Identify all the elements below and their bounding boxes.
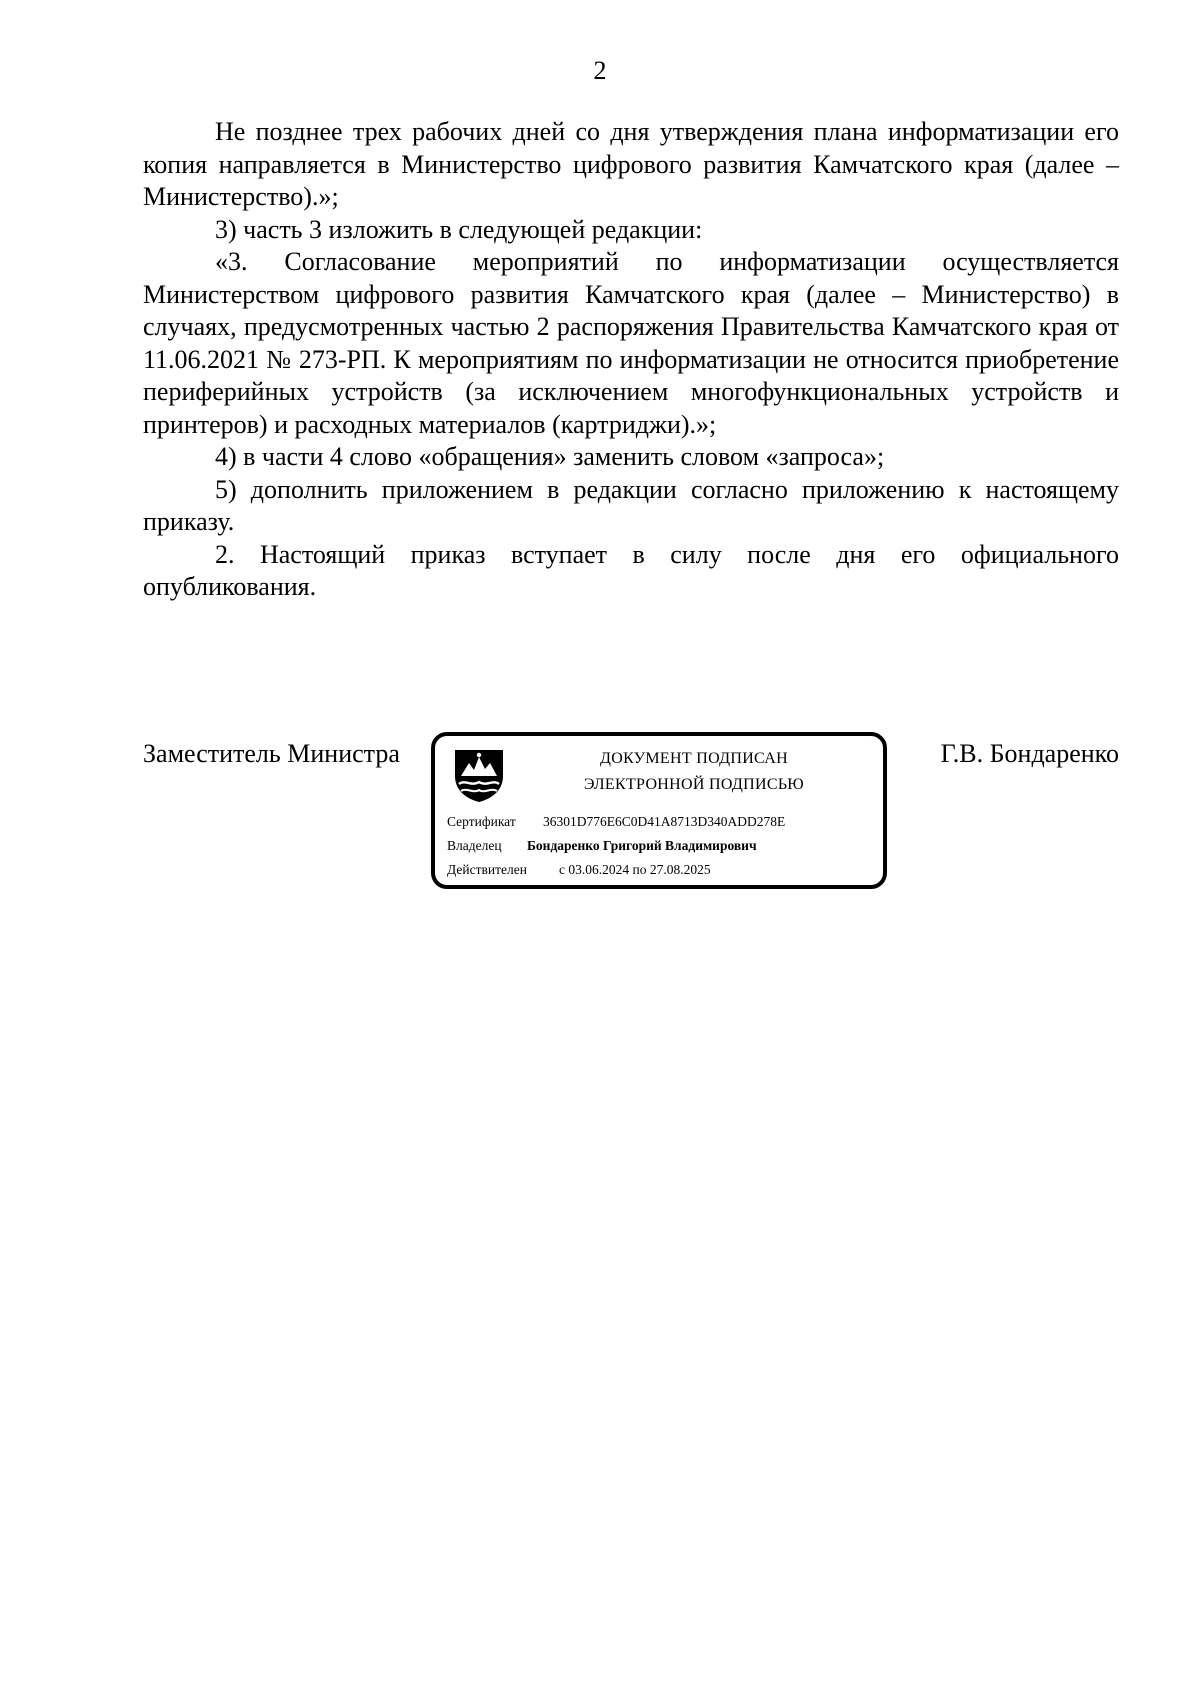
stamp-certificate-label: Сертификат (447, 814, 516, 829)
stamp-title-line: ДОКУМЕНТ ПОДПИСАН (600, 750, 788, 767)
paragraph: «3. Согласование мероприятий по информатизации осуществляется Министерством цифрового развития Камчатского края (далее – Министерство) в случаях, предусмотренных частью 2 распоряжения Правительства Камчатского края от 11.06.2021 № 273-РП. К мероприятиям по информатизации не относится приобретение периферийных устройств (за исключением многофункциональных устройств и принтеров) и расходных материалов (картриджи).»; (143, 247, 1119, 439)
document-body (143, 116, 1119, 604)
stamp-title-line: ЭЛЕКТРОННОЙ ПОДПИСЬЮ (583, 776, 805, 793)
signature-block (143, 732, 1119, 892)
stamp-heading (515, 746, 873, 798)
stamp-owner-label: Владелец (447, 838, 502, 853)
paragraph: 4) в части 4 слово «обращения» заменить словом «запроса»; (215, 442, 885, 471)
electronic-signature-stamp (431, 732, 887, 889)
paragraph: 3) часть 3 изложить в следующей редакции: (215, 214, 703, 244)
paragraph: 5) дополнить приложением в редакции согласно приложению к настоящему приказу. (143, 474, 1119, 536)
stamp-validity-value: с 03.06.2024 по 27.08.2025 (559, 862, 711, 877)
kamchatka-coat-of-arms-icon (451, 746, 507, 804)
stamp-validity-row (447, 861, 711, 879)
stamp-certificate-value: 36301D776E6C0D41A8713D340ADD278E (543, 814, 786, 829)
stamp-owner-value: Бондаренко Григорий Владимирович (527, 838, 757, 853)
page-number: 2 (593, 56, 607, 85)
stamp-certificate-row (447, 813, 785, 831)
paragraph: 2. Настоящий приказ вступает в силу после дня его официального опубликования. (143, 539, 1119, 601)
signer-position: Заместитель Министра (143, 739, 400, 768)
signer-name: Г.В. Бондаренко (940, 739, 1119, 768)
stamp-validity-label: Действителен (447, 862, 527, 877)
stamp-owner-row (447, 837, 757, 855)
paragraph: Не позднее трех рабочих дней со дня утверждения плана информатизации его копия направляется в Министерство цифрового развития Камчатского края (далее – Министерство).»; (143, 117, 1119, 211)
